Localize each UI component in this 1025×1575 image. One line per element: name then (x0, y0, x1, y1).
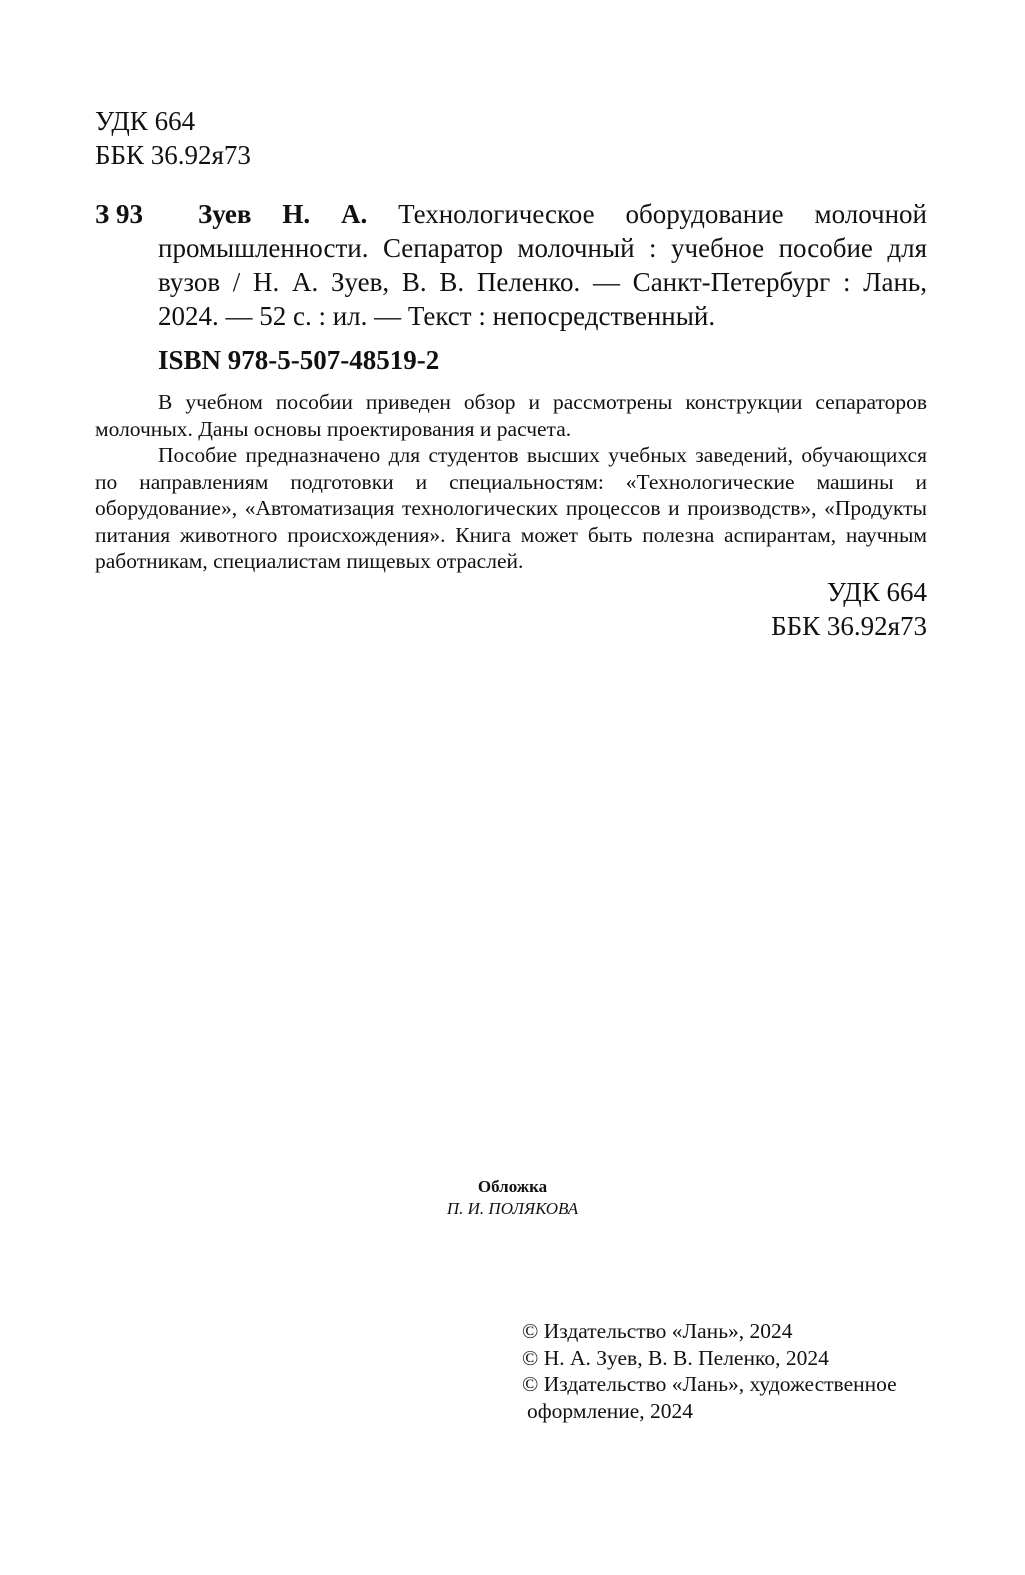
isbn: ISBN 978-5-507-48519-2 (158, 345, 440, 375)
classification-codes-top (95, 104, 251, 172)
annotation (95, 389, 927, 575)
bibliographic-entry (95, 197, 927, 333)
cover-credit-label: Обложка (477, 1177, 548, 1196)
bibliographic-description-block (158, 197, 927, 333)
copyright-line: © Н. А. Зуев, В. В. Пеленко, 2024 (522, 1345, 829, 1370)
copyright-notice (522, 1318, 897, 1424)
copyright-line: © Издательство «Лань», 2024 (522, 1319, 793, 1343)
cover-credit (0, 1176, 1025, 1220)
annotation-paragraph: Пособие предназначено для студентов высших учебных заведений, обучающихся по направлениям подготовки и специальностям: «Технологические машины и оборудование», «Автоматизация технологических процессов и производств», «Продукты питания животного происхождения». Книга может быть полезна аспирантам, научным работникам, специалистам пищевых отраслей. (95, 443, 927, 573)
copyright-line: © Издательство «Лань», художественное (522, 1372, 897, 1396)
bbk-code: ББК 36.92я73 (95, 140, 251, 170)
author-mark: З 93 (95, 199, 144, 229)
udk-code: УДК 664 (95, 106, 196, 136)
copyright-line: оформление, 2024 (527, 1398, 694, 1423)
author-name: Зуев Н. А. (198, 199, 368, 229)
cover-designer-name: П. И. ПОЛЯКОВА (446, 1199, 579, 1218)
bibliographic-description: Технологическое оборудование молочной промышленности. Сепаратор молочный : учебное пособие для вузов / Н. А. Зуев, В. В. Пеленко. — Санкт-Петербург : Лань, 2024. — 52 с. : ил. — Текст : непосредственный. (158, 199, 927, 331)
bbk-code: ББК 36.92я73 (771, 611, 927, 641)
udk-code: УДК 664 (826, 577, 927, 607)
classification-codes-bottom (771, 575, 927, 643)
annotation-paragraph: В учебном пособии приведен обзор и рассмотрены конструкции сепараторов молочных. Даны основы проектирования и расчета. (95, 390, 927, 441)
